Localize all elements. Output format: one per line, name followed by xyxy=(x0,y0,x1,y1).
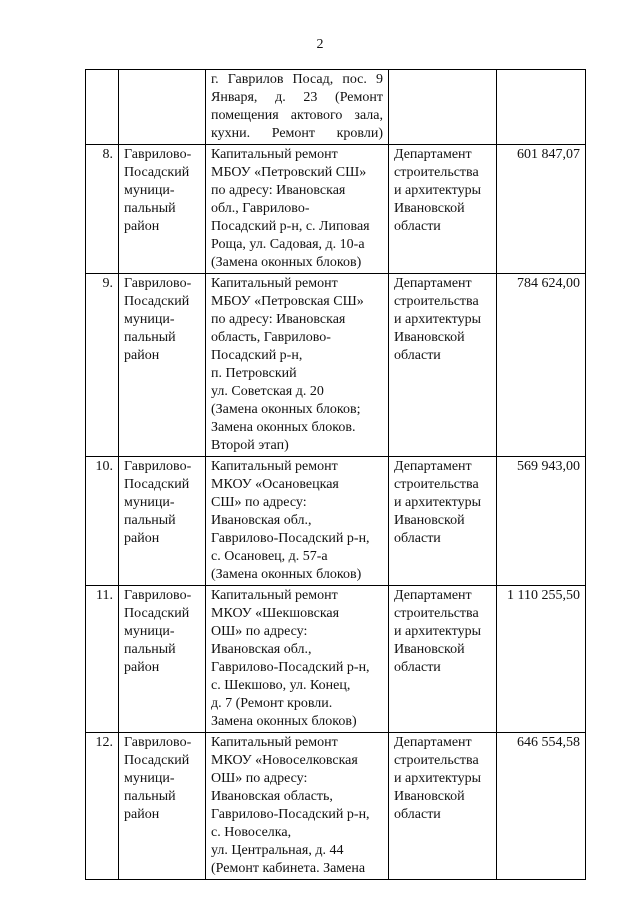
department-line: области xyxy=(394,531,441,546)
department-cell xyxy=(389,274,497,457)
description-cell xyxy=(206,457,389,586)
department-line: и архитектуры xyxy=(394,771,481,786)
municipality-cell xyxy=(119,733,206,880)
municipality-line: муници- xyxy=(124,624,175,639)
department-line: строительства xyxy=(394,753,479,768)
department-line: Ивановской xyxy=(394,642,465,657)
department-cell xyxy=(389,70,497,145)
description-line: Второй этап) xyxy=(211,438,289,453)
description-line: МКОУ «Новоселковская xyxy=(211,753,358,768)
department-line: Департамент xyxy=(394,147,472,162)
department-line: Ивановской xyxy=(394,201,465,216)
description-line: Капитальный ремонт xyxy=(211,588,338,603)
municipality-line: район xyxy=(124,531,160,546)
municipality-line: муници- xyxy=(124,312,175,327)
description-line: кухни. Ремонт кровли) xyxy=(211,126,383,141)
municipality-line: Посадский xyxy=(124,606,190,621)
municipality-line: муници- xyxy=(124,183,175,198)
municipality-line: Гаврилово- xyxy=(124,147,192,162)
municipality-cell xyxy=(119,586,206,733)
municipality-line: район xyxy=(124,219,160,234)
table-row xyxy=(86,274,586,457)
row-number: 8. xyxy=(102,147,113,162)
description-line: г. Гаврилов Посад, пос. 9 xyxy=(211,72,383,87)
department-line: Ивановской xyxy=(394,330,465,345)
description-line: ул. Центральная, д. 44 xyxy=(211,843,344,858)
amount-value: 569 943,00 xyxy=(517,459,580,474)
description-line: Капитальный ремонт xyxy=(211,147,338,162)
department-line: области xyxy=(394,219,441,234)
description-line: Гаврилово-Посадский р-н, xyxy=(211,531,370,546)
department-line: и архитектуры xyxy=(394,624,481,639)
description-line: обл., Гаврилово- xyxy=(211,201,310,216)
description-cell xyxy=(206,586,389,733)
department-line: и архитектуры xyxy=(394,183,481,198)
municipality-line: Посадский xyxy=(124,294,190,309)
department-cell xyxy=(389,586,497,733)
department-line: строительства xyxy=(394,606,479,621)
municipality-line: пальный xyxy=(124,642,176,657)
description-line: Ивановская обл., xyxy=(211,513,312,528)
department-line: Департамент xyxy=(394,459,472,474)
table-body xyxy=(86,70,586,880)
table-row xyxy=(86,733,586,880)
department-line: области xyxy=(394,807,441,822)
description-line: Ивановская область, xyxy=(211,789,333,804)
description-line: Капитальный ремонт xyxy=(211,459,338,474)
row-number-cell xyxy=(86,145,119,274)
description-line: ул. Советская д. 20 xyxy=(211,384,324,399)
row-number-cell xyxy=(86,70,119,145)
description-line: Замена оконных блоков. xyxy=(211,420,356,435)
municipality-line: Посадский xyxy=(124,165,190,180)
department-line: Департамент xyxy=(394,735,472,750)
description-line: с. Новоселка, xyxy=(211,825,292,840)
description-line: МКОУ «Шекшовская xyxy=(211,606,340,621)
municipality-line: Гаврилово- xyxy=(124,276,192,291)
department-line: Департамент xyxy=(394,276,472,291)
description-line: Января, д. 23 (Ремонт xyxy=(211,90,383,105)
amount-value: 646 554,58 xyxy=(517,735,580,750)
description-line: Роща, ул. Садовая, д. 10-а xyxy=(211,237,365,252)
description-cell xyxy=(206,145,389,274)
description-line: МБОУ «Петровский СШ» xyxy=(211,165,367,180)
municipality-line: пальный xyxy=(124,789,176,804)
row-number: 11. xyxy=(96,588,113,603)
description-line: п. Петровский xyxy=(211,366,297,381)
description-line: (Замена оконных блоков; xyxy=(211,402,361,417)
description-line: МБОУ «Петровская СШ» xyxy=(211,294,364,309)
description-line: ОШ» по адресу: xyxy=(211,771,308,786)
municipality-line: Гаврилово- xyxy=(124,459,192,474)
municipality-line: пальный xyxy=(124,330,176,345)
department-line: и архитектуры xyxy=(394,495,481,510)
description-line: Гаврилово-Посадский р-н, xyxy=(211,660,370,675)
description-line: Гаврилово-Посадский р-н, xyxy=(211,807,370,822)
description-line: по адресу: Ивановская xyxy=(211,183,346,198)
row-number-cell xyxy=(86,274,119,457)
municipality-cell xyxy=(119,70,206,145)
row-number: 10. xyxy=(95,459,113,474)
objects-table xyxy=(85,69,586,880)
department-line: строительства xyxy=(394,477,479,492)
table-row xyxy=(86,145,586,274)
department-line: и архитектуры xyxy=(394,312,481,327)
description-line: (Ремонт кабинета. Замена xyxy=(211,861,366,876)
department-line: Ивановской xyxy=(394,789,465,804)
description-line: Ивановская обл., xyxy=(211,642,312,657)
amount-value: 1 110 255,50 xyxy=(507,588,580,603)
municipality-line: муници- xyxy=(124,495,175,510)
amount-cell xyxy=(497,586,586,733)
municipality-line: Посадский xyxy=(124,477,190,492)
table-row-continuation xyxy=(86,70,586,145)
table-row xyxy=(86,457,586,586)
municipality-cell xyxy=(119,145,206,274)
description-line: МКОУ «Осановецкая xyxy=(211,477,339,492)
municipality-line: муници- xyxy=(124,771,175,786)
description-line: Капитальный ремонт xyxy=(211,276,338,291)
municipality-cell xyxy=(119,274,206,457)
amount-cell xyxy=(497,70,586,145)
municipality-line: пальный xyxy=(124,513,176,528)
municipality-cell xyxy=(119,457,206,586)
description-line: Посадский р-н, xyxy=(211,348,303,363)
amount-cell xyxy=(497,457,586,586)
description-line: с. Шекшово, ул. Конец, xyxy=(211,678,351,693)
description-cell xyxy=(206,733,389,880)
description-line: Замена оконных блоков) xyxy=(211,714,357,729)
municipality-line: район xyxy=(124,807,160,822)
description-line: Посадский р-н, с. Липовая xyxy=(211,219,370,234)
amount-value: 601 847,07 xyxy=(517,147,580,162)
municipality-line: Посадский xyxy=(124,753,190,768)
description-cell xyxy=(206,274,389,457)
description-line: помещения актового зала, xyxy=(211,108,383,123)
row-number-cell xyxy=(86,457,119,586)
municipality-line: пальный xyxy=(124,201,176,216)
row-number: 12. xyxy=(95,735,113,750)
department-line: строительства xyxy=(394,165,479,180)
department-line: области xyxy=(394,660,441,675)
municipality-line: Гаврилово- xyxy=(124,588,192,603)
row-number-cell xyxy=(86,586,119,733)
municipality-line: район xyxy=(124,660,160,675)
amount-cell xyxy=(497,145,586,274)
description-line: (Замена оконных блоков) xyxy=(211,567,362,582)
description-line: (Замена оконных блоков) xyxy=(211,255,362,270)
department-line: строительства xyxy=(394,294,479,309)
municipality-line: район xyxy=(124,348,160,363)
amount-cell xyxy=(497,733,586,880)
description-line: д. 7 (Ремонт кровли. xyxy=(211,696,333,711)
description-line: по адресу: Ивановская xyxy=(211,312,346,327)
page-number: 2 xyxy=(316,37,324,52)
municipality-line: Гаврилово- xyxy=(124,735,192,750)
description-line: с. Осановец, д. 57-а xyxy=(211,549,328,564)
department-line: области xyxy=(394,348,441,363)
description-line: область, Гаврилово- xyxy=(211,330,331,345)
description-line: ОШ» по адресу: xyxy=(211,624,308,639)
description-cell xyxy=(206,70,389,145)
department-line: Ивановской xyxy=(394,513,465,528)
department-line: Департамент xyxy=(394,588,472,603)
table-row xyxy=(86,586,586,733)
amount-cell xyxy=(497,274,586,457)
department-cell xyxy=(389,457,497,586)
row-number-cell xyxy=(86,733,119,880)
description-line: Капитальный ремонт xyxy=(211,735,338,750)
row-number: 9. xyxy=(102,276,113,291)
department-cell xyxy=(389,145,497,274)
department-cell xyxy=(389,733,497,880)
amount-value: 784 624,00 xyxy=(517,276,580,291)
description-line: СШ» по адресу: xyxy=(211,495,307,510)
